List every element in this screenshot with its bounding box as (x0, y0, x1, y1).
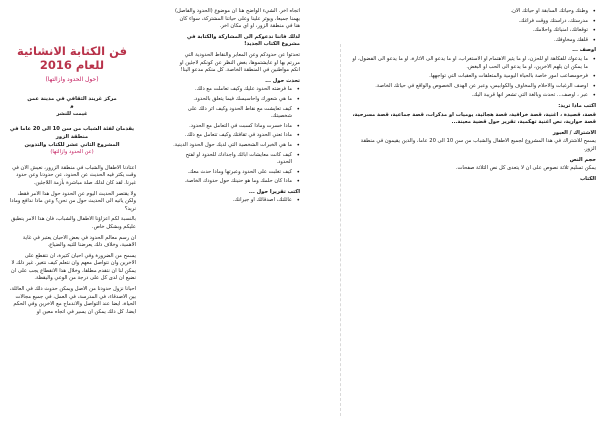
describe-list (352, 56, 596, 100)
report-heading: اكتب تقريرا حول ... (248, 188, 300, 195)
how-heading: اكتب ماذا تريد: (558, 102, 596, 109)
items-continued (352, 8, 596, 44)
list-item: • كيف كانت معايشات ابائك واجدادك للحدود او لفتح الحدود. (172, 152, 300, 167)
page-subtitle: (حول الحدود وازالتها) (45, 76, 99, 83)
submission-text: يسمح للاشتراك في هذا المشروع لجميع الاطفال والشباب من سن 10 الى 20 عاما، والذين يقيمون في منطقة الزور. (360, 138, 596, 152)
list-item: • اوصف الرغبات والاحلام والمخاوف والكوابيس، وعبر عن الهدف الخصوص والواقع في حياتك الخاصة. (352, 83, 596, 91)
invite-line-1: يقدمان لفئة الشباب من سن 10 الى 20 عاما في منطقة الزور (9, 126, 135, 140)
list-item: • كيف تغلبت على الحدود وعبرتها وماذا حدث معك. (172, 169, 300, 177)
book-heading: الكتاب (579, 175, 596, 182)
invite-line-2: المشروع الثاني عشر للكتاب والتدوين (24, 141, 120, 148)
talk-list (172, 86, 300, 186)
list-item: • عبر ، اوصف... تحدث وبالغة التي تشعر انها قريبة اليك. (352, 92, 596, 100)
paragraph: بالنسبة لكم اعزاؤنا الاطفال والشباب، فان هذا الامر ينطبق عليكم وبشكل خاص. (11, 216, 136, 230)
organizer-and: و (70, 103, 74, 110)
how-text: قصة، قصيدة ، اغنية، قصة خرافية، قصة هجائية، يوميات او مذكرات، قصة جماعية، قصة مسرحية، قصة حوارية، نص اغنية تهكمية، تقرير حول قضية معينة... (352, 111, 596, 126)
list-item: • قلقك ومخاوفك. (352, 37, 596, 45)
paragraph: اعتادنا الاطفال والشباب في منطقة الزرور، نعيش الان في وقت يكثر فيه الحديث عن الحدود، عن حدودنا وعن حدود غيرنا. لقد كان لذلك صلة مباشرة بأزمة اللاجئين. (12, 164, 136, 186)
list-item: • ماذا تعني الحدود في ثقافتك وكيف تتعامل مع ذلك. (172, 132, 300, 140)
list-item: • وطنك وحياتك السابقة او حياتك الان. (352, 8, 596, 16)
list-item: • ما فرضته الحدود عليك وكيف تعاملت مع ذلك. (172, 86, 300, 94)
page-title: فن الكتابة الانشائية للعام 2016 (17, 44, 127, 72)
talk-heading: تحدث حول ... (265, 77, 300, 84)
column-divider (340, 44, 341, 416)
size-heading: حجم النص (569, 156, 596, 163)
list-item: • ما هي شعورك واحاسيسك فيما يتعلق بالحدود. (172, 96, 300, 104)
report-list (172, 197, 300, 205)
list-item: • ما يدعوك للفكاهة او للحزن، او ما يثير الاهتمام او الاستغراب، او ما يدعو الى الاثارة، او ما يدعو الى الفضول، او ما يمكن ان يلهم الاخرين، او ما يدعو الى الحب او البغض. (352, 56, 596, 71)
paragraph: احيانا نزول حدودنا من الاصل ويمكن حدوث ذلك في العائلة، بين الاصدقاء، في المدرسة، في العمل، في جميع مجالات الحياة، ايضا عند التواصل والاندماج مع الاخرين وفي الحكم ايضا. كل ذلك يمكن ان يسير في اتجاه معين او (9, 286, 136, 315)
call-heading: لذلك فاننا ندعوكم الى المشاركة والكتابة في مشروع الكتاب الجديد! (186, 33, 300, 48)
list-item: • عائلتك، اصدقائك او جيرانك. (172, 197, 300, 205)
size-text: يمكن تسليم ثلاثة نصوص على ان لا يتعدى كل نص الثلاثة صفحات. (455, 165, 596, 172)
organizer-2: غيمت للنشر (56, 110, 88, 117)
invite-line-3: (عن الحدود وازالتها) (50, 149, 94, 156)
list-item: • ماذا كان حلمك وما هو حنينك حول حدودك الخاصة. (172, 178, 300, 186)
submission-heading: الاشتراك / العبور (552, 129, 596, 136)
paragraph: ولا يقتصر الحديث اليوم عن الحدود حول هذا الامر فقط، ولكن ياتيه الى الحديث حول من نحن؟ وعن ماذا ندافع وماذا نريد؟ (9, 190, 136, 212)
list-item: • ماذا خسرت وماذا كسبت في التعامل مع الحدود. (172, 123, 300, 131)
describe-heading: اوصف ... (572, 47, 596, 54)
list-item: • كيف تعايشت مع نقاط الحدود وكيف اثر ذلك على شخصيتك. (172, 106, 300, 121)
organizer-1: مركز غريند الثقافي في مدينة عمن (27, 95, 117, 102)
paragraph: يسمح من الضرورة وفي احيان كثيرة، ان نتقطع على الاخرين وان نتواصل معهم وان نتعلم كيف نتغير. غير ذلك لا يمكن لنا ان نتقدم مطلقا، وخلال هذا الانقطاع يجب على ان نضيع ان لدى كل على درجة من الوعي واليقظة. (10, 252, 136, 282)
list-item: • فرحومصاعب امور خاصة بالحياة اليومية والمتعلقات والعقبات التي تواجهها. (352, 73, 596, 81)
list-item: • ما هي الخبرات الشخصية التي لديك حول الحدود الدينية. (172, 142, 300, 150)
talk-column (172, 8, 300, 416)
paragraph: ان رسم معالم الحدود في بعض الاحيان يعتبر في غاية الاهمية، وخلاف ذلك يعرضنا للتيه والضياع. (22, 234, 136, 249)
list-item: • توقعاتك، امنياتك واحلامك. (352, 27, 596, 35)
intro-column (8, 44, 136, 416)
call-body: تحدثوا عن حدودكم وعن المعابر والنقاط الحدودية التي مررتم بها او عايشتموها، بغض النظر عن كونكم لاجئين او انكم مواطنين في المنطقة الخاصة. كل منكم مدعو الينا! (179, 51, 300, 74)
intro-paragraph: اتجاه اخر. الشيء الواضح هنا ان موضوع (الحدود والفاصل) يهمنا جميعا، ويوثر علينا وعلى حياتنا المشتركة، سواء كان هنا في منطقة الزور، او اي مكان اخر. (175, 8, 300, 30)
list-item: • مدرستك، دراستك ووقت فراغك. (352, 18, 596, 26)
describe-column (352, 8, 596, 416)
